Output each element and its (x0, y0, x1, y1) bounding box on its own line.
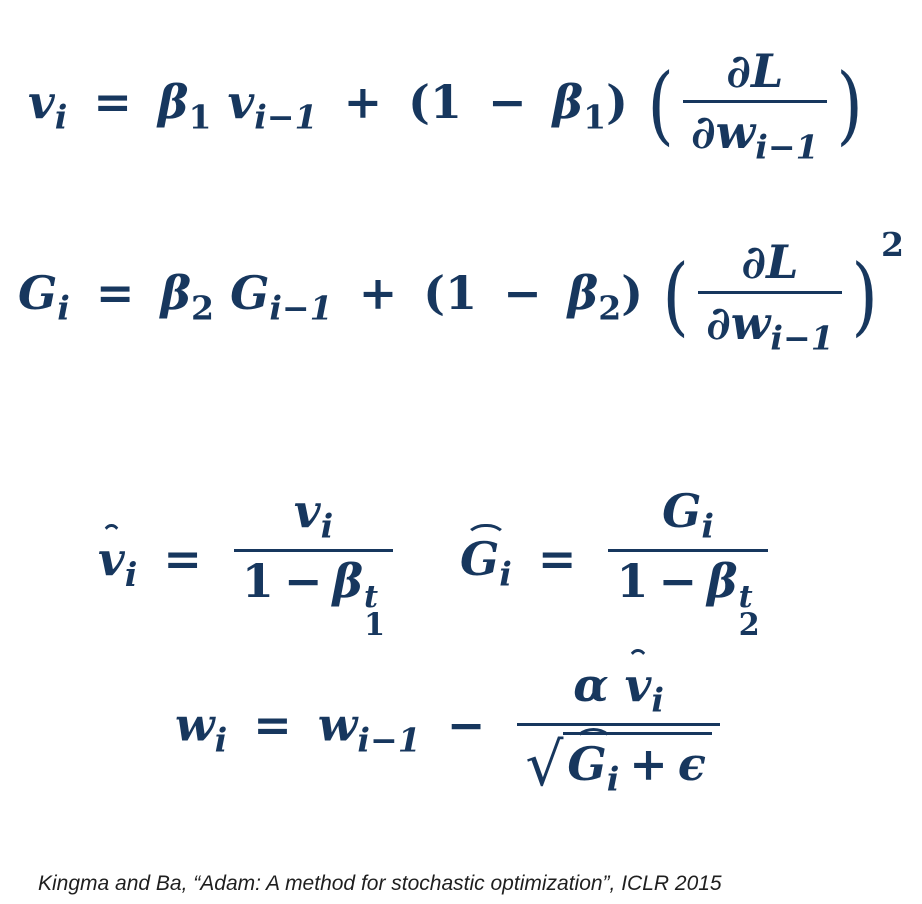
subscript: 1 (188, 97, 212, 137)
symbol: ϵ (677, 736, 706, 791)
denominator (698, 294, 842, 358)
equation-bias-corrected-v (98, 484, 399, 643)
symbol: ∂w (691, 105, 756, 159)
subscript: 2 (738, 606, 760, 643)
number: 1 (445, 265, 478, 320)
minus-sign: − (503, 265, 542, 320)
sup-sub (364, 579, 386, 643)
equals-sign: = (93, 74, 132, 129)
paren: ) (621, 265, 644, 320)
symbol-with-hat (460, 532, 512, 595)
symbol: β (157, 74, 189, 129)
symbol: G (460, 532, 500, 587)
subscript: i (651, 680, 664, 720)
symbol: w (175, 697, 215, 752)
symbol: v (624, 658, 652, 712)
symbol: v (98, 532, 125, 587)
subscript: 1 (364, 606, 386, 643)
symbol: β (160, 265, 191, 320)
symbol: G (662, 484, 702, 538)
paren: ) (606, 74, 628, 129)
equals-sign: = (95, 265, 135, 320)
big-paren-right: ) (851, 247, 878, 347)
subscript: i (214, 720, 228, 760)
subscript: i−1 (269, 288, 333, 328)
equals-sign: = (537, 532, 577, 587)
square-root (525, 729, 712, 800)
subscript: 1 (583, 97, 607, 137)
subscript: i−1 (357, 720, 421, 760)
minus-sign: − (487, 74, 527, 129)
fraction (608, 484, 767, 643)
symbol: β (567, 265, 599, 320)
numerator: ∂L (726, 44, 784, 98)
symbol: G (567, 736, 607, 791)
numerator (654, 484, 722, 549)
numerator: ∂L (741, 235, 799, 290)
numerator (565, 658, 672, 723)
minus-sign: − (446, 697, 486, 752)
equation-second-moment (18, 225, 905, 358)
superscript: t (738, 579, 753, 616)
big-paren-right: ) (835, 56, 863, 156)
fraction (683, 44, 827, 167)
paren: ( (408, 74, 430, 129)
sup-sub (738, 579, 760, 643)
subscript: i (57, 288, 70, 328)
equals-sign: = (253, 697, 292, 752)
number: 1 (616, 553, 649, 608)
number: 1 (429, 74, 462, 129)
radicand (563, 732, 711, 799)
symbol: G (230, 265, 270, 320)
fraction (698, 235, 842, 358)
citation: Kingma and Ba, “Adam: A method for stochastic optimization”, ICLR 2015 (38, 872, 722, 895)
subscript: 2 (598, 288, 622, 328)
subscript: 2 (191, 288, 215, 328)
equation-weight-update (175, 658, 726, 800)
subscript: i (124, 555, 138, 595)
symbol-with-hat (98, 532, 125, 587)
paren: ( (423, 265, 446, 320)
fraction (517, 658, 720, 800)
subscript: i−1 (770, 318, 834, 358)
subscript: i (606, 759, 620, 799)
subscript: i−1 (254, 97, 318, 137)
plus-sign: + (358, 265, 398, 320)
symbol: w (317, 697, 358, 752)
minus-sign: − (283, 553, 323, 608)
equals-sign: = (163, 532, 202, 587)
numerator (286, 484, 341, 549)
radical-sign: √ (525, 729, 564, 800)
symbol: β (332, 553, 363, 608)
symbol: v (293, 484, 321, 538)
symbol: β (707, 553, 738, 608)
subscript: i (54, 97, 68, 137)
equation-bias-corrected-g (460, 484, 774, 643)
symbol: α (573, 658, 609, 712)
plus-sign: + (343, 74, 383, 129)
number: 1 (241, 553, 274, 608)
symbol: ∂w (706, 296, 771, 351)
subscript: i (499, 555, 512, 595)
denominator (517, 726, 720, 800)
subscript: i (701, 506, 714, 546)
plus-sign: + (629, 736, 668, 791)
subscript: i−1 (755, 127, 819, 167)
denominator (234, 552, 393, 643)
minus-sign: − (658, 553, 698, 608)
denominator (683, 103, 827, 167)
subscript: i (320, 506, 334, 546)
fraction (234, 484, 393, 643)
symbol: v (28, 74, 55, 129)
symbol: v (227, 74, 255, 129)
big-paren-left: ( (662, 247, 689, 347)
exponent: 2 (880, 225, 905, 264)
equation-first-moment (28, 44, 866, 167)
big-paren-left: ( (647, 56, 674, 156)
symbol-with-hat (567, 736, 620, 799)
denominator (608, 552, 767, 643)
symbol: β (552, 74, 584, 129)
symbol: G (18, 265, 58, 320)
symbol-with-hat (624, 658, 652, 712)
superscript: t (364, 579, 379, 616)
